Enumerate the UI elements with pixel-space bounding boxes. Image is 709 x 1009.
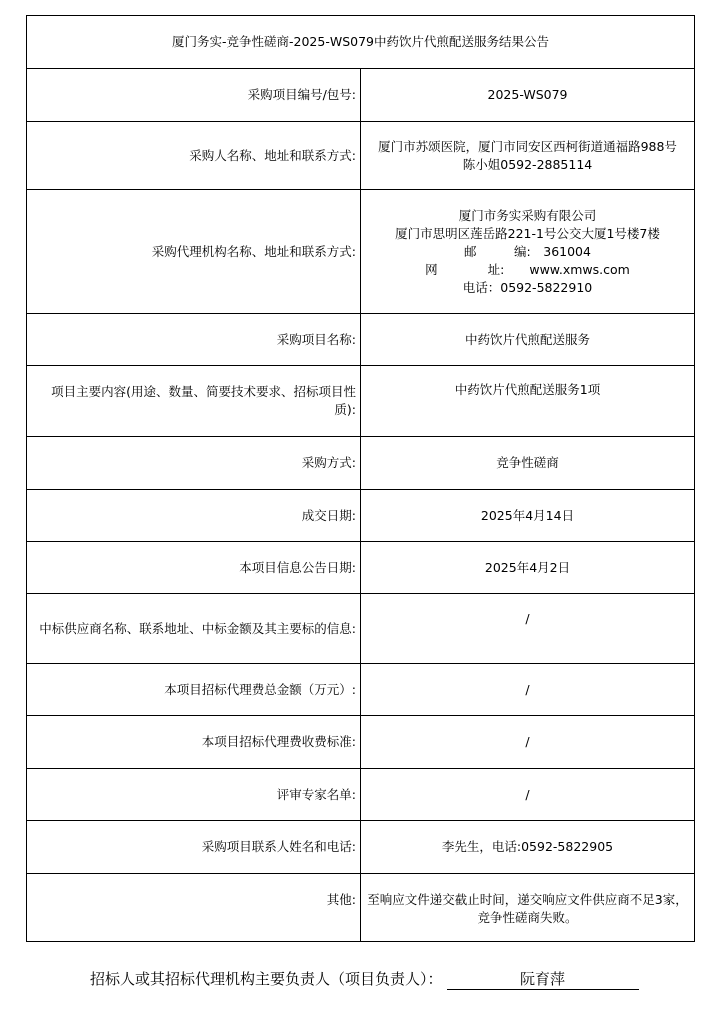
table-row (27, 874, 695, 942)
main-content-value: 中药饮片代煎配送服务1项 (361, 366, 695, 437)
table-row (27, 190, 695, 314)
table-row (27, 542, 695, 594)
deal-date-label: 成交日期: (27, 490, 361, 542)
announcement-date-label: 本项目信息公告日期: (27, 542, 361, 594)
contact-value: 李先生，电话:0592-5822905 (361, 821, 695, 874)
table-row (27, 664, 695, 716)
purchaser-value: 厦门市苏颂医院，厦门市同安区西柯街道通福路988号 陈小姐0592-2885114 (361, 122, 695, 190)
project-number-label: 采购项目编号/包号: (27, 69, 361, 122)
expert-list-label: 评审专家名单: (27, 769, 361, 821)
table-row (27, 821, 695, 874)
table-row (27, 594, 695, 664)
footer-label: 招标人或其招标代理机构主要负责人（项目负责人）： (90, 970, 443, 988)
table-row (27, 122, 695, 190)
winning-supplier-label: 中标供应商名称、联系地址、中标金额及其主要标的信息: (27, 594, 361, 664)
agency-address: 厦门市思明区莲岳路221-1号公交大厦1号楼7楼 (395, 225, 660, 241)
agency-fee-standard-label: 本项目招标代理费收费标准: (27, 716, 361, 769)
agency-label: 采购代理机构名称、地址和联系方式: (27, 190, 361, 314)
table-row (27, 716, 695, 769)
procurement-method-value: 竞争性磋商 (361, 437, 695, 490)
agency-phone: 电话：0592-5822910 (462, 279, 593, 295)
notice-title: 厦门务实-竞争性磋商-2025-WS079中药饮片代煎配送服务结果公告 (27, 16, 695, 69)
agency-name: 厦门市务实采购有限公司 (458, 207, 597, 223)
table-row (27, 769, 695, 821)
agency-value (361, 190, 695, 314)
project-name-value: 中药饮片代煎配送服务 (361, 314, 695, 366)
agency-postcode: 邮 编: 361004 (464, 243, 591, 259)
deal-date-value: 2025年4月14日 (361, 490, 695, 542)
table-row (27, 69, 695, 122)
other-label: 其他: (27, 874, 361, 942)
table-row (27, 490, 695, 542)
result-notice-table (26, 15, 695, 942)
other-value: 至响应文件递交截止时间，递交响应文件供应商不足3家，竞争性磋商失败。 (361, 874, 695, 942)
table-row (27, 366, 695, 437)
table-row (27, 437, 695, 490)
winning-supplier-value: / (361, 594, 695, 664)
procurement-method-label: 采购方式: (27, 437, 361, 490)
purchaser-label: 采购人名称、地址和联系方式: (27, 122, 361, 190)
title-row (27, 16, 695, 69)
contact-label: 采购项目联系人姓名和电话: (27, 821, 361, 874)
agency-fee-total-label: 本项目招标代理费总金额（万元）: (27, 664, 361, 716)
agency-fee-standard-value: / (361, 716, 695, 769)
expert-list-value: / (361, 769, 695, 821)
agency-website: 网 址: www.xmws.com (425, 261, 630, 277)
agency-fee-total-value: / (361, 664, 695, 716)
table-row (27, 314, 695, 366)
signature-name: 阮育萍 (447, 968, 639, 990)
footer-signature-line (90, 968, 639, 990)
project-name-label: 采购项目名称: (27, 314, 361, 366)
project-number-value: 2025-WS079 (361, 69, 695, 122)
main-content-label: 项目主要内容(用途、数量、简要技术要求、招标项目性质): (27, 366, 361, 437)
announcement-date-value: 2025年4月2日 (361, 542, 695, 594)
